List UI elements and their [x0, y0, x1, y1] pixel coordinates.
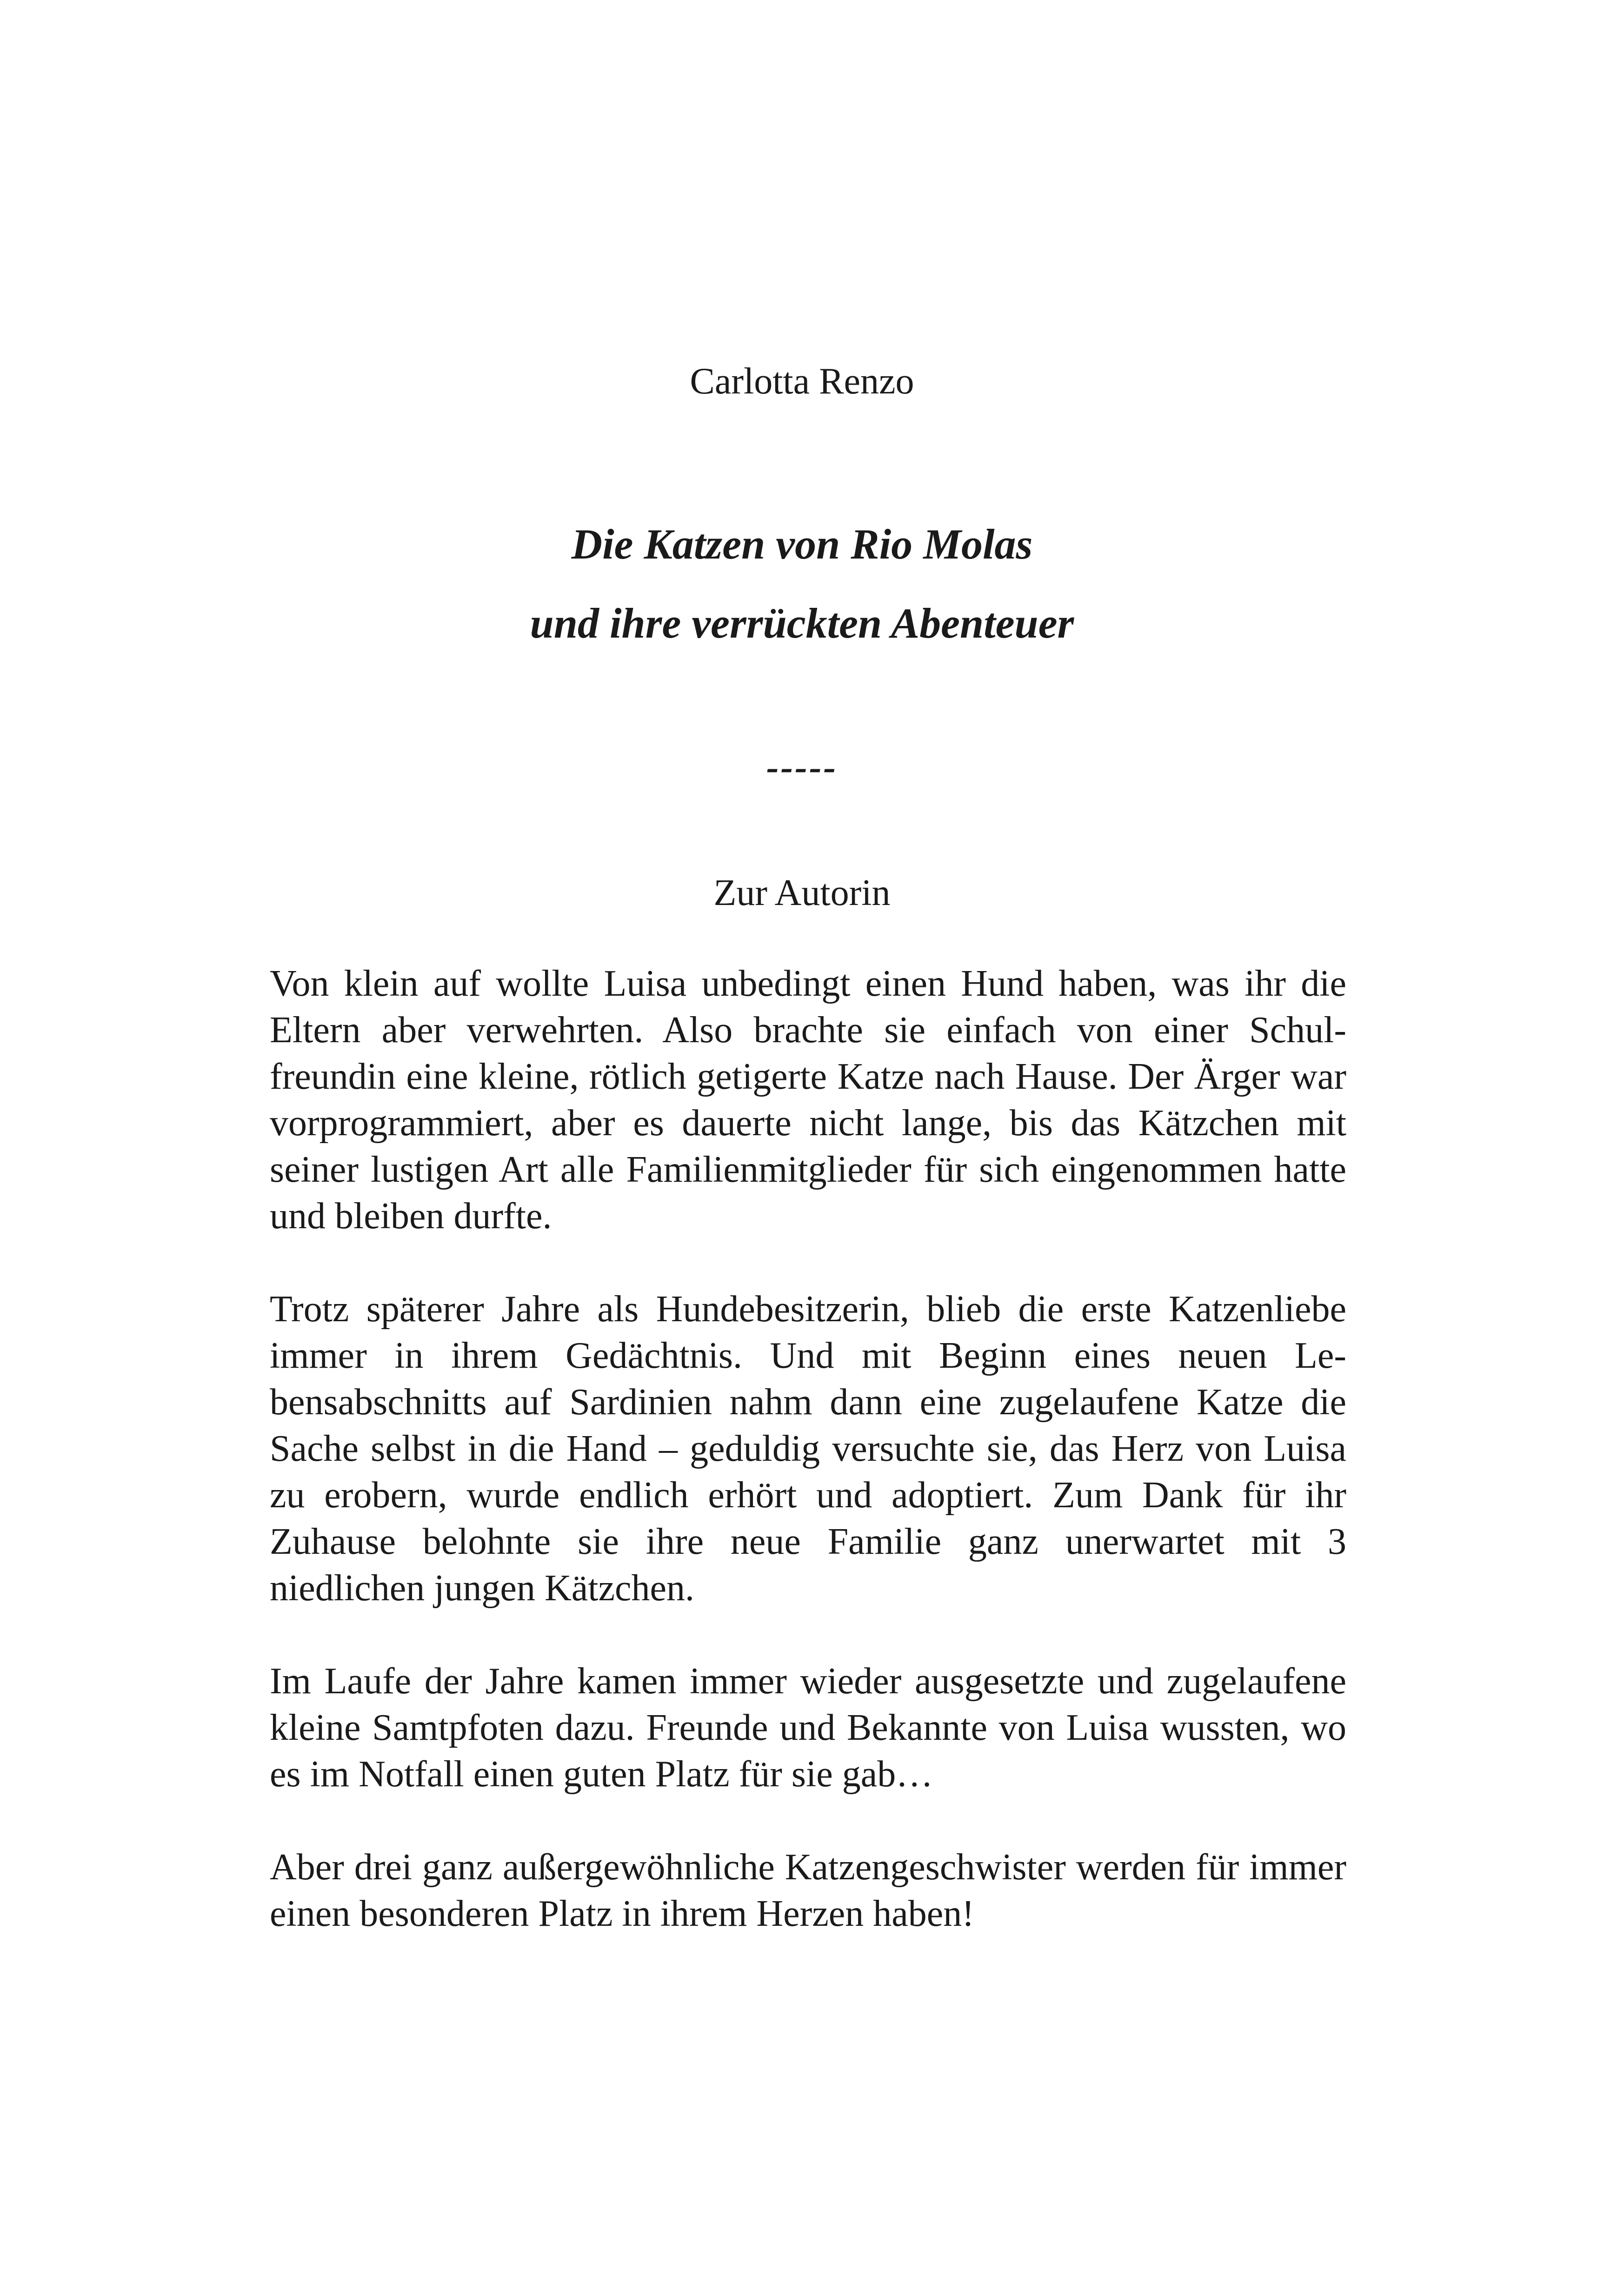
- section-heading: Zur Autorin: [713, 872, 891, 913]
- paragraph-4: Aber drei ganz außergewöhnliche Katzengeschwister werden für immer einen besonderen Platz in ihrem Herzen haben!: [270, 1847, 1346, 1934]
- paragraph-3: Im Laufe der Jahre kamen immer wieder ausgesetzte und zugelaufene kleine Samtpfoten dazu. Freunde und Bekannte von Luisa wussten, wo es im Notfall einen guten Platz für sie gab…: [270, 1661, 1346, 1795]
- book-title-line-1: Die Katzen von Rio Molas: [571, 520, 1033, 568]
- body-text: [270, 960, 1346, 1983]
- author-name: Carlotta Renzo: [690, 361, 914, 402]
- book-title-line-2: und ihre verrückten Abenteuer: [530, 599, 1074, 647]
- book-title: [0, 505, 1604, 663]
- section-separator: -----: [766, 747, 838, 788]
- paragraph-1: Von klein auf wollte Luisa unbedingt einen Hund haben, was ihr die Eltern aber verwehrten. Also brachte sie einfach von einer Schulfreundin eine kleine, rötlich getigerte Katze nach Hause. Der Ärger war vorprogrammiert, aber es dauerte nicht lange, bis das Kätzchen mit seiner lustigen Art alle Familienmitglieder für sich eingenommen hatte und bleiben durfte.: [270, 963, 1346, 1237]
- paragraph-2: Trotz späterer Jahre als Hundebesitzerin, blieb die erste Katzenliebe immer in ihrem Gedächtnis. Und mit Beginn eines neuen Lebensabschnitts auf Sardinien nahm dann eine zugelaufene Katze die Sache selbst in die Hand – geduldig versuchte sie, das Herz von Luisa zu erobern, wurde endlich erhört und adoptiert. Zum Dank für ihr Zuhause belohnte sie ihre neue Familie ganz unerwartet mit 3 niedlichen jungen Kätzchen.: [270, 1289, 1346, 1609]
